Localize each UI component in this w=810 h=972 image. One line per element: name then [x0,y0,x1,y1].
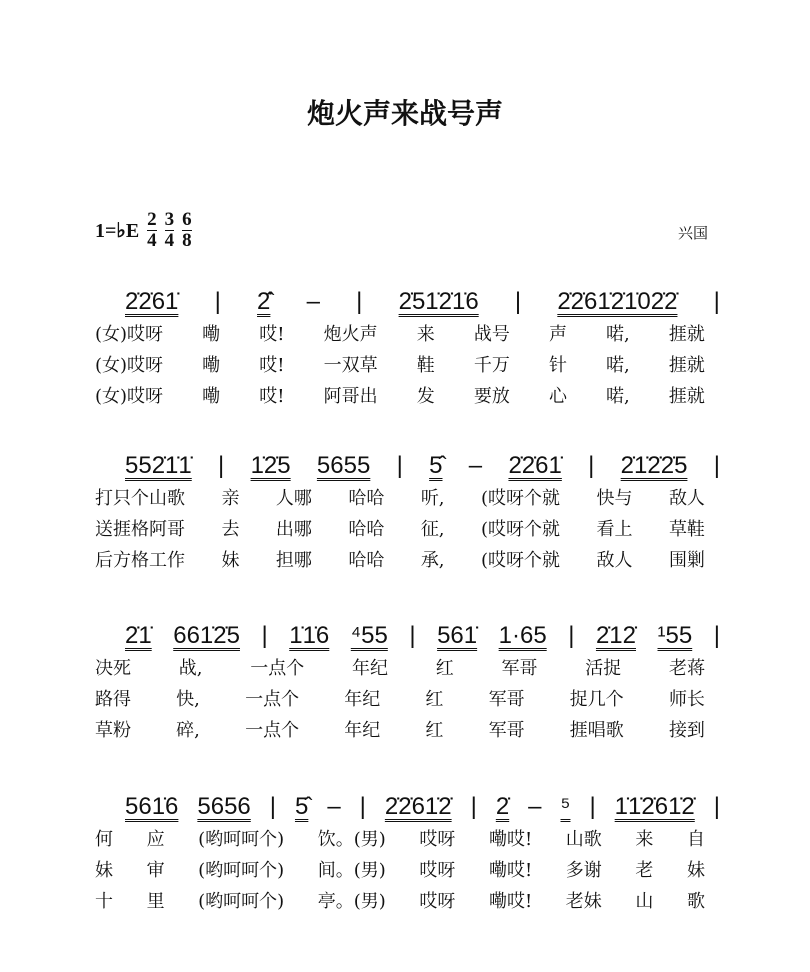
lyric-word: 妹 [221,550,240,571]
lyric-word: 哎! [259,386,285,407]
lyric-word: 喏, [606,324,630,345]
meter-2-4 [147,210,157,251]
note-group: 2̇51̇2̇1̇6 [398,288,479,315]
lyric-word: 军哥 [501,658,538,679]
lyric-word: 要放 [473,386,510,407]
note-group: 5655 [316,452,371,479]
lyric-word: 哎呀 [419,860,456,881]
lyric-word: (哎呀个就 [481,488,561,509]
lyric-word: 捱就 [668,355,705,376]
lyric-word: 歌 [686,891,705,912]
note-group: 5̂ [429,452,443,479]
lyric-word: 草粉 [95,720,131,741]
lyric-word: 发 [416,386,435,407]
meter-num: 6 [182,209,192,230]
lyric-word: 嘞 [202,355,221,376]
note-group: 661̇2̇5 [173,622,240,649]
barline: | [514,288,522,315]
lyric-word: 承, [420,550,445,571]
barline: | [409,622,416,649]
lyric-word: (哎呀个就 [481,550,561,571]
note-group: – [306,288,320,315]
barline: | [214,288,221,315]
barline: | [713,622,720,649]
lyric-word: 嘞哎! [488,829,533,850]
lyric-word: (女)哎呀 [95,386,164,407]
lyric-word: (女)哎呀 [95,324,164,345]
lyric-word: 捱唱歌 [569,720,624,741]
lyric-word: 打只个山歌 [95,488,185,509]
lyric-word: 看上 [596,519,633,540]
lyric-line [95,320,705,346]
lyric-word: 喏, [606,355,630,376]
lyric-word: 敌人 [596,550,633,571]
lyric-word: (哟呵呵个) [198,860,285,881]
lyric-word: 十 [95,891,113,912]
note-group: 2̇1̇2̇2̇5 [620,452,688,479]
lyric-word: 快与 [596,488,633,509]
lyric-word: 出哪 [275,519,312,540]
lyric-word: 决死 [95,658,131,679]
lyric-word: (哟呵呵个) [198,891,285,912]
lyric-word: 亭。(男) [317,891,386,912]
note-group: – [468,452,483,479]
note-group: 1̇1̇6 [289,622,330,649]
lyric-word: (哟呵呵个) [198,829,285,850]
notation-line [125,787,720,821]
meter-num: 3 [164,209,175,230]
lyric-word: 听, [420,488,445,509]
lyric-word: 喏, [606,386,630,407]
lyric-word: 自 [686,829,705,850]
barline: | [588,452,595,479]
lyric-word: 战号 [473,324,510,345]
lyric-word: 后方格工作 [95,550,185,571]
meter-3-4 [165,210,175,251]
lyric-line [95,515,705,541]
lyric-word: 碎, [176,720,200,741]
lyric-word: 嘞 [202,386,221,407]
barline: | [568,622,575,649]
notation-line [125,282,720,316]
note-group: ⁵ [560,793,571,820]
lyric-word: 年纪 [344,689,381,710]
lyric-word: 来 [416,324,435,345]
barline: | [359,793,366,820]
lyric-word: 嘞 [202,324,221,345]
lyric-word: 哈哈 [348,488,385,509]
notation-line [125,616,720,650]
lyric-line [95,654,705,680]
lyric-word: 山 [635,891,654,912]
lyric-word: 一双草 [323,355,378,376]
meter-den: 4 [164,230,175,251]
lyric-word: 一点个 [245,689,300,710]
lyric-line [95,825,705,851]
lyric-word: 一点个 [245,720,300,741]
note-group: 2̇2̇61̇2̇1̇02̇2̇ [557,288,678,315]
note-group: 561̇6 [125,793,179,820]
lyric-word: 捱就 [668,386,705,407]
key-label: 1=♭E [95,220,140,242]
meter-6-8 [182,210,192,251]
note-group: 2̇2̇61̇2̇ [384,793,452,820]
lyric-word: 炮火声 [323,324,378,345]
barline: | [269,793,276,820]
lyric-word: 哎! [259,324,285,345]
lyric-word: 去 [221,519,240,540]
note-group: ⁴55 [350,622,388,649]
lyric-word: 多谢 [565,860,602,881]
lyric-word: 声 [548,324,567,345]
lyric-word: 活捉 [585,658,622,679]
lyric-word: 来 [635,829,654,850]
note-group: – [327,793,341,820]
lyric-word: 一点个 [250,658,305,679]
lyric-word: 捱就 [668,324,705,345]
barline: | [396,452,403,479]
lyric-line [95,351,705,377]
meter-den: 8 [182,230,192,251]
lyric-word: 山歌 [565,829,602,850]
lyric-word: 红 [425,689,444,710]
note-group: 2̇12̇ [595,622,636,649]
note-group: 2̇̂ [257,288,271,315]
lyric-word: 嘞哎! [488,891,533,912]
lyric-line [95,716,705,742]
note-group: 561̇ [437,622,478,649]
lyric-word: 捉几个 [569,689,624,710]
lyric-word: 哎! [259,355,285,376]
lyric-word: 师长 [668,689,705,710]
barline: | [589,793,596,820]
lyric-line [95,887,705,913]
lyric-word: 路得 [95,689,131,710]
lyric-word: 年纪 [351,658,388,679]
note-group: 2̇2̇61̇ [508,452,562,479]
lyric-word: 草鞋 [668,519,705,540]
lyric-word: 围剿 [668,550,705,571]
lyric-word: 红 [425,720,444,741]
note-group: ¹55 [657,622,693,649]
lyric-word: 接到 [668,720,705,741]
lyric-word: (女)哎呀 [95,355,164,376]
lyric-word: (哎呀个就 [481,519,561,540]
lyric-word: 哎呀 [419,829,456,850]
lyric-word: 亲 [221,488,240,509]
composer: 兴国 [678,224,709,242]
lyric-word: 红 [435,658,454,679]
barline: | [218,452,225,479]
note-group: 2̇2̇61̇ [125,288,179,315]
lyric-word: 军哥 [488,689,525,710]
lyric-word: 审 [146,860,165,881]
note-group: – [528,793,542,820]
lyric-line [95,546,705,572]
barline: | [713,793,720,820]
lyric-word: 年纪 [344,720,381,741]
note-group: 2̇ [495,793,510,820]
lyric-word: 哈哈 [348,550,385,571]
lyric-line [95,856,705,882]
lyric-word: 征, [420,519,445,540]
lyric-word: 哈哈 [348,519,385,540]
lyric-word: 鞋 [416,355,435,376]
lyric-word: 饮。(男) [317,829,386,850]
lyric-word: 嘞哎! [488,860,533,881]
lyric-word: 应 [146,829,165,850]
lyric-line [95,685,705,711]
lyric-word: 敌人 [668,488,705,509]
meter-num: 2 [147,209,157,230]
lyric-word: 老妹 [565,891,602,912]
lyric-word: 战, [178,658,203,679]
lyric-word: 心 [548,386,567,407]
note-group: 1·65 [498,622,547,649]
lyric-word: 针 [548,355,567,376]
lyric-word: 送捱格阿哥 [95,519,185,540]
lyric-word: 阿哥出 [323,386,378,407]
barline: | [356,288,363,315]
lyric-word: 妹 [686,860,705,881]
note-group: 5656 [197,793,251,820]
note-group: 552̇1̇1̇ [125,452,192,479]
lyric-word: 何 [95,829,113,850]
note-group: 5̂ [294,793,309,820]
barline: | [713,452,720,479]
barline: | [261,622,268,649]
barline: | [713,288,720,315]
lyric-word: 妹 [95,860,113,881]
lyric-word: 哎呀 [419,891,456,912]
barline: | [470,793,477,820]
meter-den: 4 [147,230,157,251]
lyric-word: 担哪 [275,550,312,571]
lyric-word: 军哥 [488,720,525,741]
notation-line [125,446,720,480]
key-signature [95,210,192,251]
note-group: 2̇1̇ [125,622,152,649]
lyric-word: 里 [146,891,165,912]
note-group: 1̇2̇5 [250,452,291,479]
note-group: 1̇1̇2̇61̇2̇ [614,793,695,820]
lyric-word: 老蒋 [668,658,705,679]
lyric-word: 快, [176,689,200,710]
lyric-word: 千万 [473,355,510,376]
lyric-line [95,484,705,510]
song-title: 炮火声来战号声 [306,97,503,130]
lyric-line [95,382,705,408]
lyric-word: 间。(男) [317,860,386,881]
lyric-word: 老 [635,860,654,881]
lyric-word: 人哪 [275,488,312,509]
